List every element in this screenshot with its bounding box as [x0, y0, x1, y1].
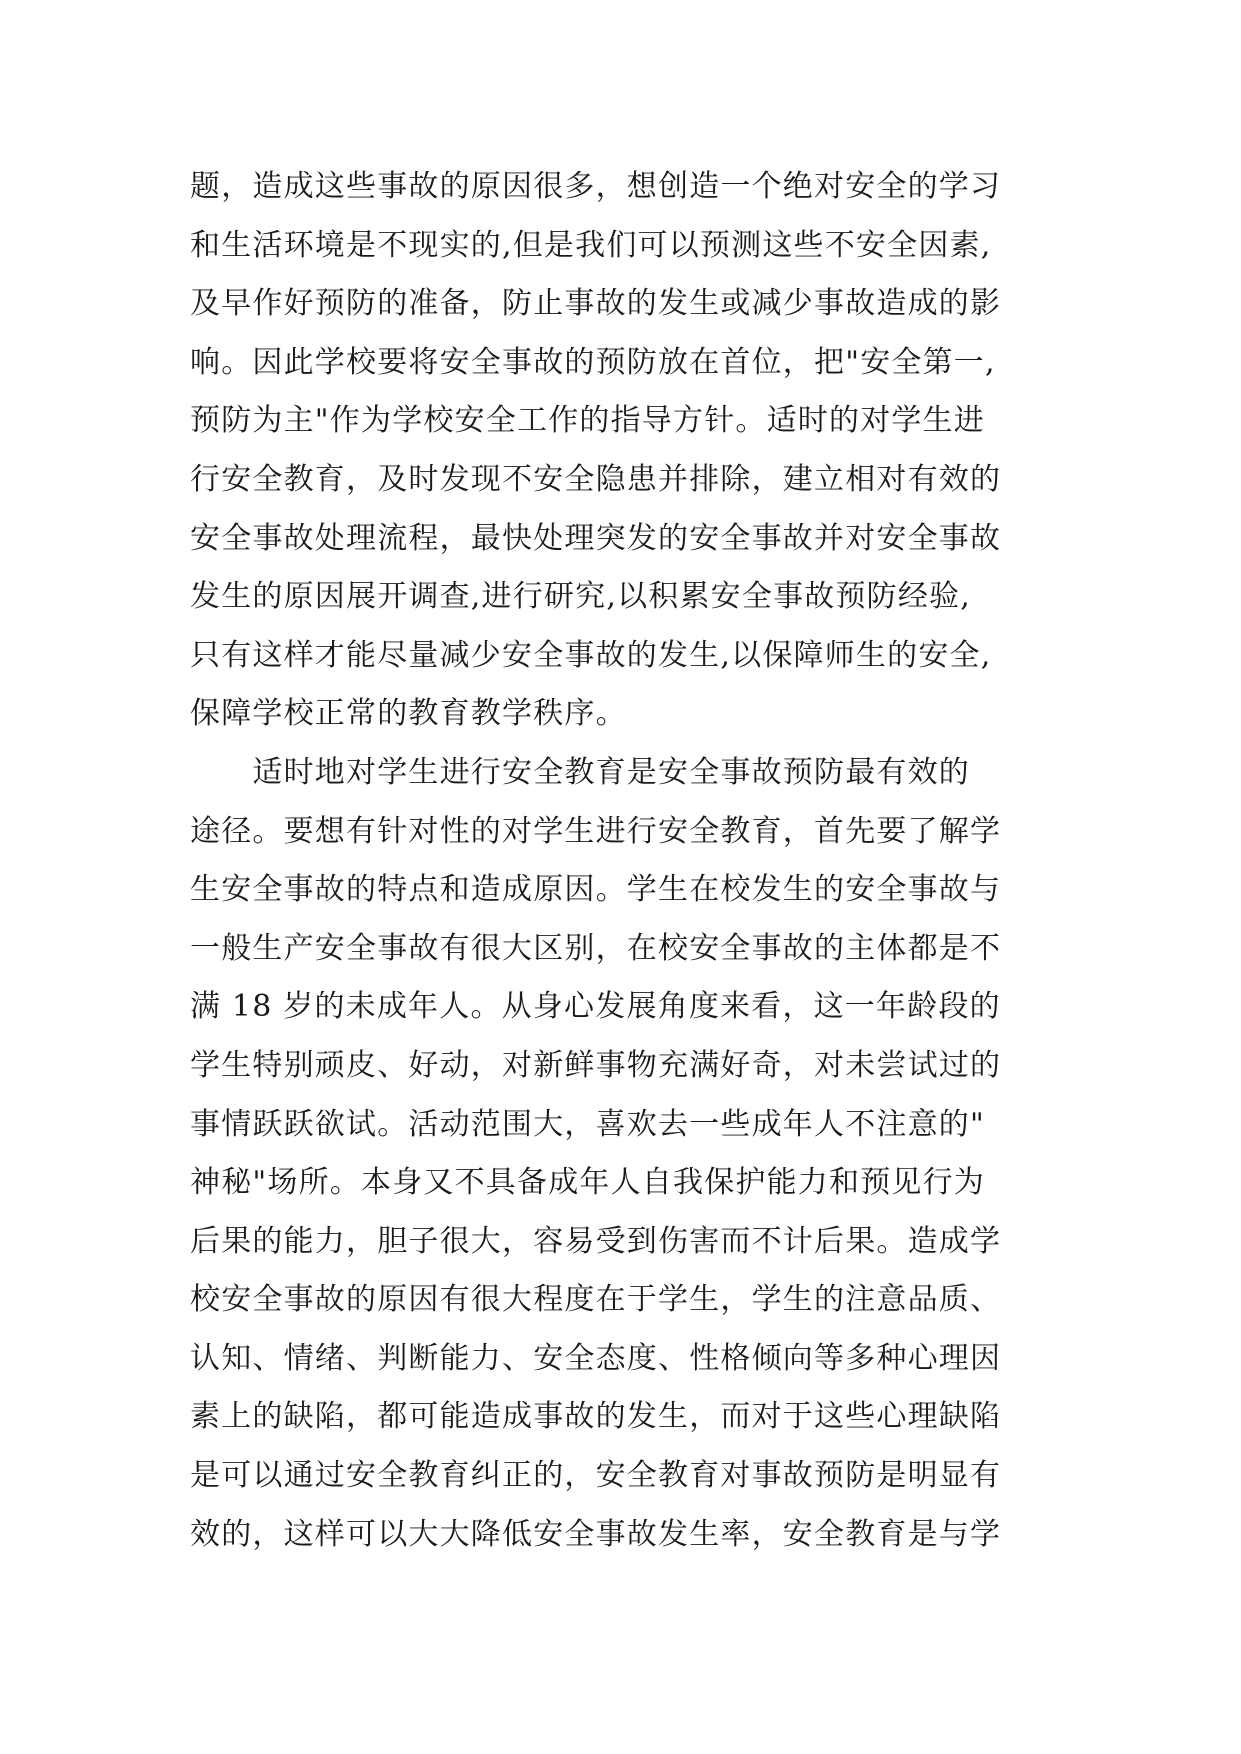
text-line: 校安全事故的原因有很大程度在于学生，学生的注意品质、: [190, 1282, 1002, 1318]
text-line: 事情跃跃欲试。活动范围大，喜欢去一些成年人不注意的": [190, 1106, 985, 1142]
text-line: 响。因此学校要将安全事故的预防放在首位，把"安全第一,: [190, 344, 996, 380]
body-text: [190, 158, 1090, 1564]
text-line: 效的，这样可以大大降低安全事故发生率，安全教育是与学: [190, 1516, 1002, 1552]
text-line: 题，造成这些事故的原因很多，想创造一个绝对安全的学习: [190, 169, 1002, 204]
text-line: 认知、情绪、判断能力、安全态度、性格倾向等多种心理因: [190, 1340, 1002, 1376]
text-line: 素上的缺陷，都可能造成事故的发生，而对于这些心理缺陷: [190, 1399, 1002, 1435]
text-line: 神秘"场所。本身又不具备成年人自我保护能力和预见行为: [190, 1165, 985, 1201]
text-line: 只有这样才能尽量减少安全事故的发生,以保障师生的安全,: [190, 637, 992, 673]
paragraph-1: [190, 158, 1090, 744]
text-line: 满 18 岁的未成年人。从身心发展角度来看，这一年龄段的: [190, 989, 1001, 1025]
paragraph-2: [190, 744, 1090, 1564]
text-line: 适时地对学生进行安全教育是安全事故预防最有效的: [190, 754, 970, 790]
text-line: 发生的原因展开调查,进行研究,以积累安全事故预防经验,: [190, 579, 972, 615]
text-line: 安全事故处理流程，最快处理突发的安全事故并对安全事故: [190, 520, 1002, 556]
text-line: 是可以通过安全教育纠正的，安全教育对事故预防是明显有: [190, 1458, 1002, 1494]
text-line: 途径。要想有针对性的对学生进行安全教育，首先要了解学: [190, 813, 1002, 849]
text-line: 一般生产安全事故有很大区别，在校安全事故的主体都是不: [190, 930, 1002, 966]
text-line: 后果的能力，胆子很大，容易受到伤害而不计后果。造成学: [190, 1223, 1002, 1259]
text-line: 预防为主"作为学校安全工作的指导方针。适时的对学生进: [190, 403, 985, 439]
text-line: 学生特别顽皮、好动，对新鲜事物充满好奇，对未尝试过的: [190, 1047, 1002, 1083]
text-line: 保障学校正常的教育教学秩序。: [190, 696, 627, 732]
text-line: 及早作好预防的准备，防止事故的发生或减少事故造成的影: [190, 286, 1002, 322]
text-line: 行安全教育，及时发现不安全隐患并排除，建立相对有效的: [190, 461, 1002, 497]
text-line: 和生活环境是不现实的,但是我们可以预测这些不安全因素,: [190, 227, 992, 263]
text-line: 生安全事故的特点和造成原因。学生在校发生的安全事故与: [190, 872, 1002, 908]
